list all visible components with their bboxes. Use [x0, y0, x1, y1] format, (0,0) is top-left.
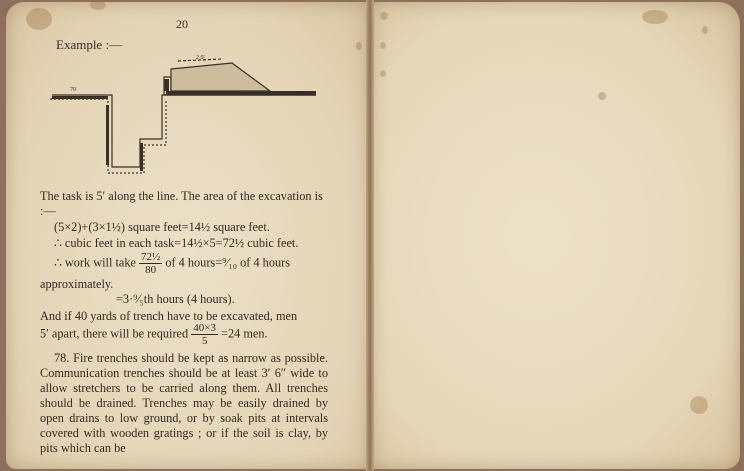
right-page: [372, 2, 740, 469]
paragraph-yards: And if 40 yards of trench have to be excavated, men: [40, 309, 298, 323]
equation-hours-result: =3·⁹⁄₅th hours (4 hours).: [116, 292, 235, 306]
diagram-label-left: 70: [70, 87, 76, 93]
stain: [90, 0, 106, 10]
eq3-prefix: ∴ work will take: [54, 255, 136, 270]
equation-work-hours: [54, 251, 334, 276]
stain: [356, 42, 362, 50]
stain: [380, 42, 386, 49]
eq3-suffix: of 4 hours=⁹⁄₁₀ of 4 hours: [165, 255, 290, 270]
fraction: [139, 251, 162, 276]
stain: [26, 8, 52, 30]
stain: [690, 396, 708, 414]
trench-cross-section-diagram: [46, 55, 321, 185]
stain: [380, 12, 388, 20]
example-label: Example :—: [56, 37, 123, 52]
fraction-numerator: 40×3: [193, 322, 216, 334]
paragraph-78-trenches: 78. Fire trenches should be kept as narrow as possible. Communication trenches should be at least 3′ 6″ wide to allow stretchers to be carried along them. All trenches should be drained. Trenches may be easily drained by open drains to low ground, or by soak pits at intervals covered with wooden gratings ; or if the soil is clay, by pits which can be: [40, 351, 328, 455]
paragraph-task: The task is 5′ along the line. The area of the excavation is :—: [40, 189, 323, 218]
diagram-label-top: 2 0': [196, 55, 205, 61]
equation-men: [40, 322, 328, 347]
fraction-denominator: 80: [145, 264, 157, 276]
stain: [598, 92, 606, 100]
stain: [702, 26, 708, 34]
equation-cubic-feet: ∴ cubic feet in each task=14½×5=72½ cubic feet.: [54, 236, 299, 250]
eq5-suffix: =24 men.: [221, 326, 268, 341]
fraction-numerator: 72½: [141, 251, 161, 263]
equation-area: (5×2)+(3×1½) square feet=14½ square feet.: [54, 220, 270, 234]
stain: [380, 70, 386, 77]
page-number: 20: [176, 17, 188, 31]
eq5-prefix: 5′ apart, there will be required: [40, 326, 189, 341]
stain: [642, 10, 668, 24]
fraction: [191, 322, 218, 347]
fraction-denominator: 5: [201, 335, 208, 347]
book-gutter: [366, 0, 374, 471]
approximately-text: approximately.: [40, 277, 114, 291]
